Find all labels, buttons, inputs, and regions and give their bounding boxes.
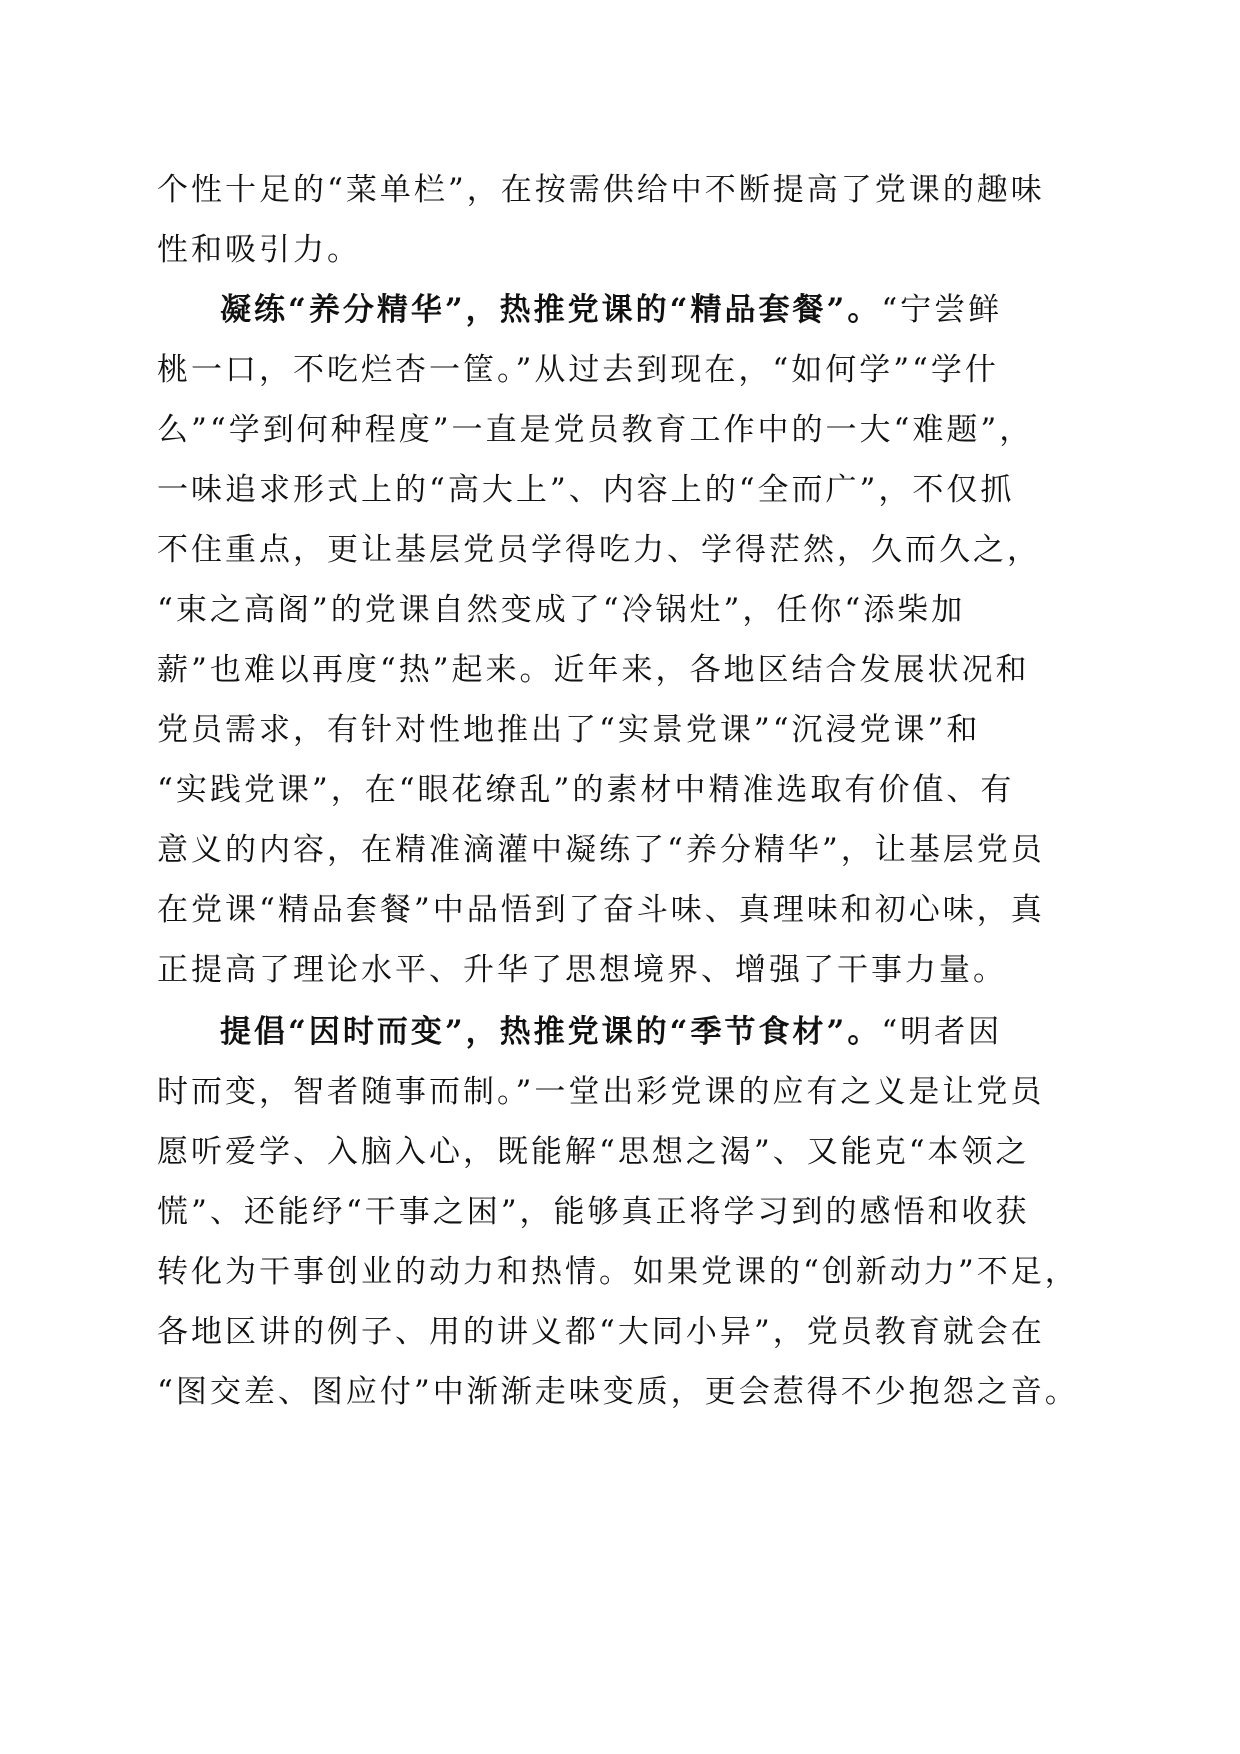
body-line: “束之高阁”的党课自然变成了“冷锅灶”，任你“添柴加 bbox=[157, 592, 966, 628]
paragraph-heading-line bbox=[220, 280, 1092, 340]
body-text: “明者因 bbox=[881, 1014, 1003, 1050]
body-line: 薪”也难以再度“热”起来。近年来，各地区结合发展状况和 bbox=[157, 652, 1030, 688]
body-line: 在党课“精品套餐”中品悟到了奋斗味、真理味和初心味，真 bbox=[157, 892, 1045, 928]
body-line: 桃一口，不吃烂杏一筐。”从过去到现在，“如何学”“学什 bbox=[157, 352, 999, 388]
body-line: 意义的内容，在精准滴灌中凝练了“养分精华”，让基层党员 bbox=[157, 832, 1045, 868]
paragraph-heading: 凝练“养分精华”，热推党课的“精品套餐”。 bbox=[220, 292, 882, 328]
body-line: 愿听爱学、入脑入心，既能解“思想之渴”、又能克“本领之 bbox=[157, 1134, 1030, 1170]
body-line: 不住重点，更让基层党员学得吃力、学得茫然，久而久之， bbox=[157, 532, 1041, 568]
body-text: “宁尝鲜 bbox=[881, 292, 1003, 328]
body-line: 一味追求形式上的“高大上”、内容上的“全而广”，不仅抓 bbox=[157, 472, 1015, 508]
body-line: 正提高了理论水平、升华了思想境界、增强了干事力量。 bbox=[157, 952, 1007, 988]
body-line: 个性十足的“菜单栏”，在按需供给中不断提高了党课的趣味 bbox=[157, 172, 1045, 208]
body-line: 么”“学到何种程度”一直是党员教育工作中的一大“难题”， bbox=[157, 412, 1034, 448]
body-line: “实践党课”，在“眼花缭乱”的素材中精准选取有价值、有 bbox=[157, 772, 1015, 808]
body-line: 慌”、还能纾“干事之困”，能够真正将学习到的感悟和收获 bbox=[157, 1194, 1030, 1230]
body-line: 转化为干事创业的动力和热情。如果党课的“创新动力”不足， bbox=[157, 1254, 1079, 1290]
paragraph-heading-line bbox=[220, 1002, 1092, 1062]
body-line: “图交差、图应付”中渐渐走味变质，更会惹得不少抱怨之音。 bbox=[157, 1374, 1079, 1410]
body-line: 时而变，智者随事而制。”一堂出彩党课的应有之义是让党员 bbox=[157, 1074, 1045, 1110]
body-line: 性和吸引力。 bbox=[157, 232, 361, 268]
paragraph-heading: 提倡“因时而变”，热推党课的“季节食材”。 bbox=[220, 1014, 882, 1050]
body-line: 党员需求，有针对性地推出了“实景党课”“沉浸党课”和 bbox=[157, 712, 981, 748]
body-line: 各地区讲的例子、用的讲义都“大同小异”，党员教育就会在 bbox=[157, 1314, 1045, 1350]
